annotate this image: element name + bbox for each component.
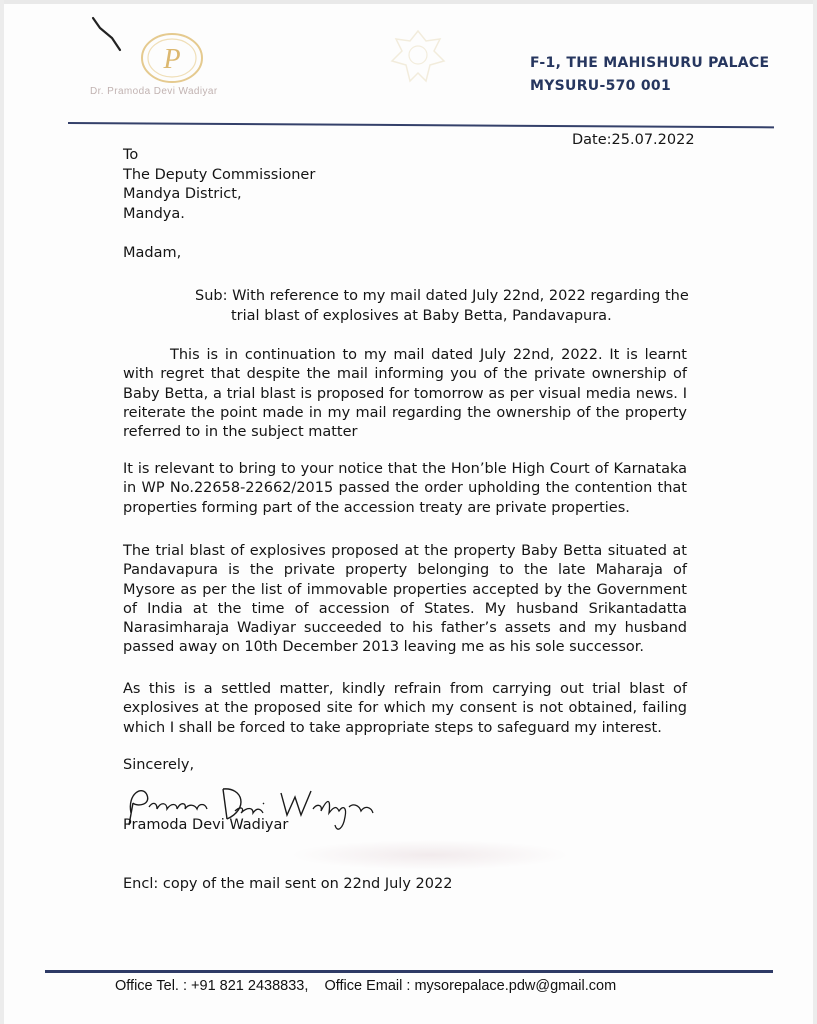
scan-edge-right (813, 0, 817, 1024)
recipient-line: Mandya. (123, 205, 185, 222)
salutation: Madam, (123, 245, 182, 261)
footer-contact (115, 978, 616, 994)
svg-text:P: P (163, 44, 181, 75)
address-line-1: F-1, THE MAHISHURU PALACE (530, 55, 770, 71)
footer-tel-value: +91 821 2438833, (191, 978, 309, 994)
body-paragraph-3: The trial blast of explosives proposed at the property Baby Betta situated at Pandavapura is the private property belonging to the late Maharaja of Mysore as per the list of immovable properties accepted by the Government of India at the time of accession of States. My husband Srikantadatta Narasimharaja Wadiyar succeeded to his father’s assets and my husband passed away on 10th December 2013 leaving me as his sole successor. (123, 543, 687, 656)
subject-line-1: Sub: With reference to my mail dated July 22nd, 2022 regarding the (195, 288, 689, 304)
letterhead-divider (68, 122, 774, 128)
recipient-line: Mandya District, (123, 186, 242, 202)
scan-edge-top (0, 0, 817, 4)
footer-email-label: Office Email : (324, 978, 411, 994)
pen-stroke-mark (90, 14, 130, 54)
signer-name: Pramoda Devi Wadiyar (123, 817, 289, 833)
recipient-line: The Deputy Commissioner (123, 166, 316, 183)
scan-edge-left (0, 0, 4, 1024)
letter-date: Date:25.07.2022 (572, 132, 695, 148)
letterhead-name: Dr. Pramoda Devi Wadiyar (90, 86, 218, 97)
address-line-2: MYSURU-570 001 (530, 78, 672, 94)
subject-line (195, 287, 695, 326)
footer-tel-label: Office Tel. : (115, 978, 187, 994)
monogram-logo-icon (138, 30, 206, 86)
body-paragraph-1: This is in continuation to my mail dated July 22nd, 2022. It is learnt with regret that despite the mail informing you of the private ownership of Baby Betta, a trial blast is proposed for tomorrow as per visual media news. I reiterate the point made in my mail regarding the ownership of the property referred to in the subject matter (123, 347, 687, 441)
crest-watermark-icon (378, 25, 458, 95)
closing: Sincerely, (123, 757, 195, 773)
enclosure-note: Encl: copy of the mail sent on 22nd July 2022 (123, 876, 453, 892)
footer-divider (45, 970, 773, 973)
body-paragraph-2: It is relevant to bring to your notice that the Hon’ble High Court of Karnataka in WP No.22658-22662/2015 passed the order upholding the contention that properties forming part of the accession treaty are private properties. (123, 461, 687, 516)
recipient-block (123, 146, 315, 224)
footer-email-value: mysorepalace.pdw@gmail.com (414, 978, 617, 994)
stamp-smudge (290, 840, 570, 870)
body-paragraph-4: As this is a settled matter, kindly refrain from carrying out trial blast of explosives at the proposed site for which my consent is not obtained, failing which I shall be forced to take appropriate steps to safeguard my interest. (123, 681, 687, 736)
subject-line-2: trial blast of explosives at Baby Betta, Pandavapura. (231, 307, 612, 324)
recipient-line: To (123, 147, 139, 163)
